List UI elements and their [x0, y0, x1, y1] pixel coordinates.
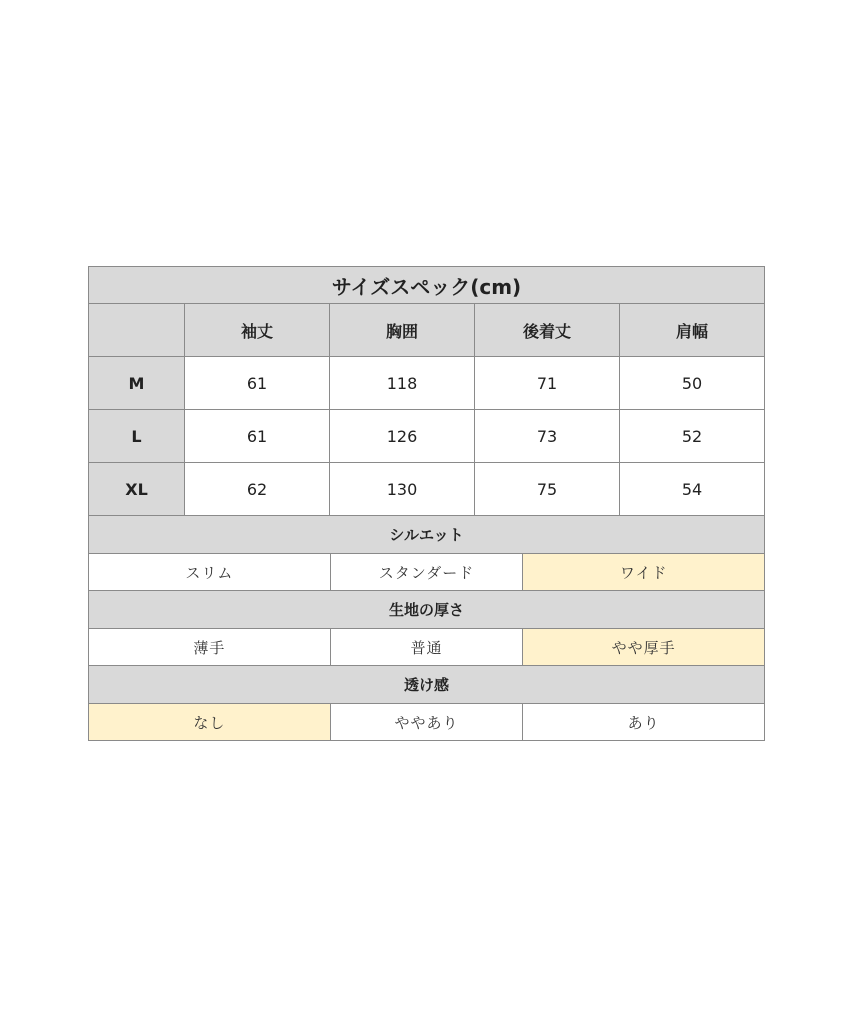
section-title: 生地の厚さ	[89, 591, 765, 629]
value-cell: 126	[330, 410, 475, 463]
size-label: L	[89, 410, 185, 463]
value-cell: 52	[620, 410, 765, 463]
option-cell: 普通	[331, 629, 524, 666]
section-title-row-thickness	[89, 591, 765, 629]
title-row	[89, 267, 765, 304]
value-cell: 62	[185, 463, 330, 516]
option-cell-selected: やや厚手	[523, 629, 765, 666]
option-row-thickness	[89, 629, 765, 666]
value-cell: 54	[620, 463, 765, 516]
table-title: サイズスペック(cm)	[89, 267, 765, 304]
option-cell: ややあり	[331, 704, 524, 741]
option-cell-selected: ワイド	[523, 554, 765, 591]
section-title: 透け感	[89, 666, 765, 704]
size-spec-table	[88, 266, 765, 741]
option-cell: スタンダード	[331, 554, 524, 591]
value-cell: 75	[475, 463, 620, 516]
value-cell: 118	[330, 357, 475, 410]
value-cell: 61	[185, 410, 330, 463]
option-row-sheerness	[89, 704, 765, 741]
spec-header-row	[89, 304, 765, 357]
header-back-length: 後着丈	[475, 304, 620, 357]
option-cell: あり	[523, 704, 765, 741]
size-row-l	[89, 410, 765, 463]
option-row-silhouette	[89, 554, 765, 591]
header-sleeve-length: 袖丈	[185, 304, 330, 357]
option-cell: 薄手	[89, 629, 331, 666]
section-title-row-sheerness	[89, 666, 765, 704]
value-cell: 73	[475, 410, 620, 463]
size-row-m	[89, 357, 765, 410]
header-shoulder-width: 肩幅	[620, 304, 765, 357]
size-label: XL	[89, 463, 185, 516]
value-cell: 61	[185, 357, 330, 410]
section-title: シルエット	[89, 516, 765, 554]
header-chest: 胸囲	[330, 304, 475, 357]
size-label: M	[89, 357, 185, 410]
size-row-xl	[89, 463, 765, 516]
section-title-row-silhouette	[89, 516, 765, 554]
option-cell: スリム	[89, 554, 331, 591]
option-cell-selected: なし	[89, 704, 331, 741]
value-cell: 71	[475, 357, 620, 410]
header-corner-cell	[89, 304, 185, 357]
value-cell: 130	[330, 463, 475, 516]
value-cell: 50	[620, 357, 765, 410]
